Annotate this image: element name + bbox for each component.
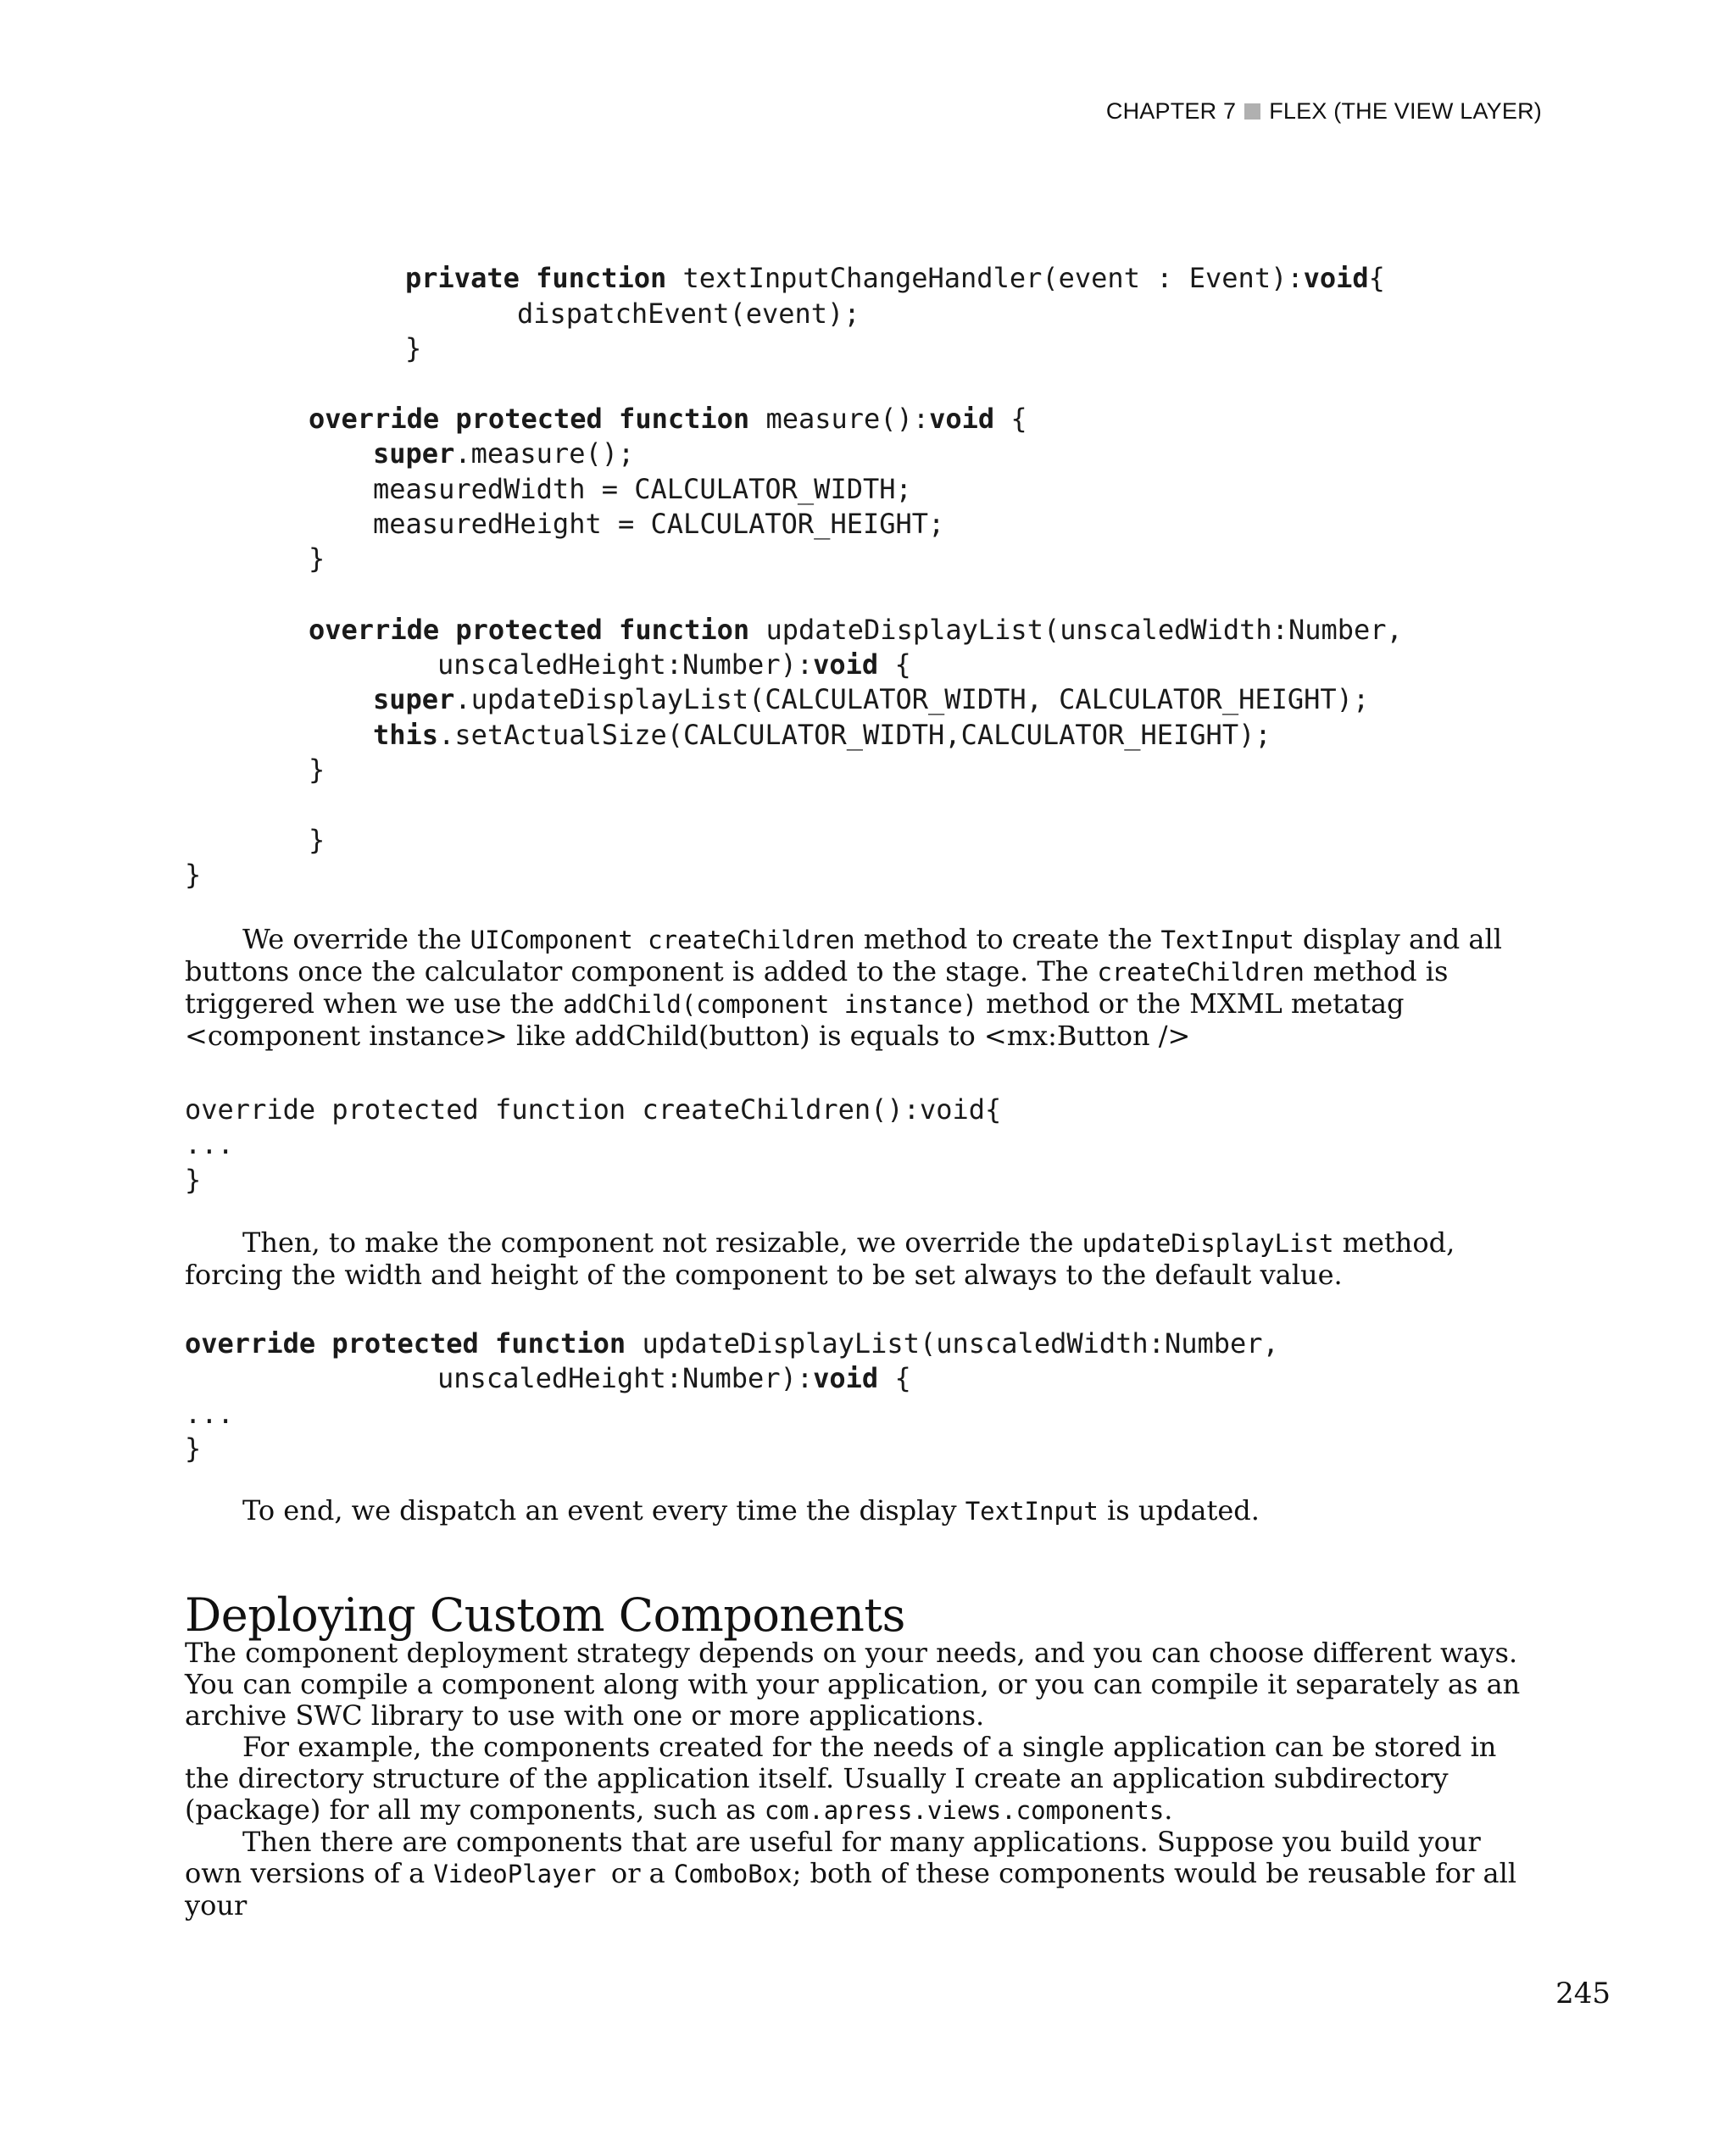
text-run: display and all buttons once the calculator component is added to the stage. The: [185, 923, 1502, 987]
code-text: .updateDisplayList(CALCULATOR_WIDTH, CALCULATOR_HEIGHT);: [454, 683, 1370, 715]
chapter-label: CHAPTER 7: [1105, 98, 1237, 124]
code-keyword: this: [373, 719, 439, 751]
code-text: }: [185, 859, 202, 891]
running-head: [1106, 98, 1542, 125]
paragraph-create-children: [185, 924, 1534, 1052]
text-run: For example, the components created for the needs of a single application can be stored in the directory structure of the application itself. Usually I create an application subdirectory (package) for all my components, such as: [185, 1731, 1497, 1826]
text-run: method, forcing the width and height of the component to be set always to the default value.: [185, 1226, 1455, 1291]
inline-code: com.apress.views.components: [764, 1796, 1165, 1825]
inline-code: VideoPlayer: [433, 1860, 611, 1888]
text-run: Then there are components that are useful for many applications. Suppose you build your own versions of a: [185, 1826, 1481, 1889]
code-line: [373, 507, 944, 542]
text-run: or a: [610, 1857, 674, 1889]
inline-code: createChildren: [1097, 958, 1305, 987]
code-line: [185, 1326, 1279, 1362]
code-line: [437, 1361, 911, 1397]
text-run: We override the: [242, 923, 470, 955]
code-line: [185, 1432, 201, 1467]
code-line: [185, 1397, 234, 1432]
code-text: unscaledHeight:Number):: [437, 1362, 814, 1394]
code-line: [309, 613, 1403, 648]
code-text: .measure();: [454, 437, 635, 470]
code-text: }: [185, 1432, 202, 1465]
inline-code: addChild(component instance): [563, 990, 977, 1019]
separator-square-icon: [1244, 103, 1260, 120]
code-text: }: [309, 754, 326, 786]
section-body: [185, 1638, 1534, 1921]
code-text: }: [185, 1164, 202, 1196]
text-run: method to create the: [854, 923, 1161, 955]
text-run: Then, to make the component not resizable, we override the: [242, 1226, 1082, 1259]
code-text: measuredWidth = CALCULATOR_WIDTH;: [373, 473, 912, 505]
code-text: .setActualSize(CALCULATOR_WIDTH,CALCULATOR_HEIGHT);: [438, 719, 1271, 751]
code-keyword: override protected function: [309, 614, 750, 646]
code-line: [309, 823, 325, 859]
code-line: [405, 261, 1385, 297]
inline-code: TextInput: [965, 1497, 1099, 1526]
paragraph-update-display-list: [185, 1227, 1534, 1291]
code-text: unscaledHeight:Number):: [437, 648, 814, 681]
code-line: [309, 542, 325, 577]
text-run: is updated.: [1098, 1494, 1260, 1527]
code-text: updateDisplayList(unscaledWidth:Number,: [626, 1327, 1279, 1360]
text-run: .: [1164, 1793, 1173, 1826]
code-text: override protected function createChildren():void{: [185, 1093, 1002, 1126]
code-text: {: [994, 403, 1027, 435]
code-text: }: [309, 824, 326, 856]
code-keyword: override protected function: [309, 403, 750, 435]
paragraph-text: [185, 1227, 1534, 1291]
code-line: [185, 1127, 234, 1163]
section-title: Deploying Custom Components: [185, 1588, 905, 1642]
code-line: [437, 648, 911, 683]
code-text: {: [878, 1362, 911, 1394]
chapter-title: FLEX (THE VIEW LAYER): [1269, 98, 1542, 124]
code-line: [309, 402, 1027, 437]
paragraph-text: [185, 1495, 1534, 1527]
code-line: [185, 1163, 201, 1198]
code-text: }: [405, 332, 422, 364]
code-text: ...: [185, 1128, 234, 1160]
code-text: dispatchEvent(event);: [517, 298, 860, 330]
code-keyword: void: [813, 648, 879, 681]
inline-code: updateDisplayList: [1082, 1229, 1334, 1258]
code-line: [373, 472, 912, 508]
paragraph-dispatch-event: [185, 1495, 1534, 1527]
code-keyword: void: [929, 403, 995, 435]
inline-code: TextInput: [1160, 926, 1294, 954]
text-run: method is triggered when we use the: [185, 955, 1449, 1020]
code-line: [373, 682, 1369, 718]
code-keyword: void: [1303, 262, 1369, 294]
code-text: measuredHeight = CALCULATOR_HEIGHT;: [373, 508, 945, 540]
code-line: [405, 331, 421, 367]
code-text: updateDisplayList(unscaledWidth:Number,: [749, 614, 1403, 646]
code-keyword: void: [813, 1362, 879, 1394]
code-text: ...: [185, 1398, 234, 1430]
inline-code: ComboBox: [673, 1860, 793, 1888]
code-text: {: [1368, 262, 1385, 294]
inline-code: UIComponent createChildren: [470, 926, 855, 954]
code-line: [517, 297, 860, 332]
code-line: [185, 1093, 1001, 1128]
code-line: [185, 858, 201, 893]
code-line: [309, 753, 325, 788]
text-run: ; both of these components would be reusable for all your: [185, 1857, 1517, 1921]
code-text: textInputChangeHandler(event : Event):: [666, 262, 1304, 294]
text-run: method or the MXML metatag <component instance> like addChild(button) is equals to <mx:Button />: [185, 987, 1405, 1052]
code-line: [373, 718, 1271, 754]
code-line: [373, 437, 634, 472]
code-text: {: [878, 648, 911, 681]
code-keyword: private function: [405, 262, 667, 294]
paragraph-text: [185, 924, 1534, 1052]
code-text: }: [309, 542, 326, 575]
code-keyword: super: [373, 437, 455, 470]
code-keyword: super: [373, 683, 455, 715]
section-paragraph: [185, 1638, 1534, 1732]
section-paragraph: [185, 1732, 1534, 1827]
code-text: measure():: [749, 403, 930, 435]
text-run: To end, we dispatch an event every time the display: [242, 1494, 965, 1527]
page-number: 245: [1555, 1977, 1611, 2010]
section-paragraph: [185, 1827, 1534, 1921]
code-keyword: override protected function: [185, 1327, 626, 1360]
text-run: The component deployment strategy depends on your needs, and you can choose different ways. You can compile a component along with your application, or you can compile it separately as an archive SWC library to use with one or more applications.: [185, 1637, 1521, 1732]
